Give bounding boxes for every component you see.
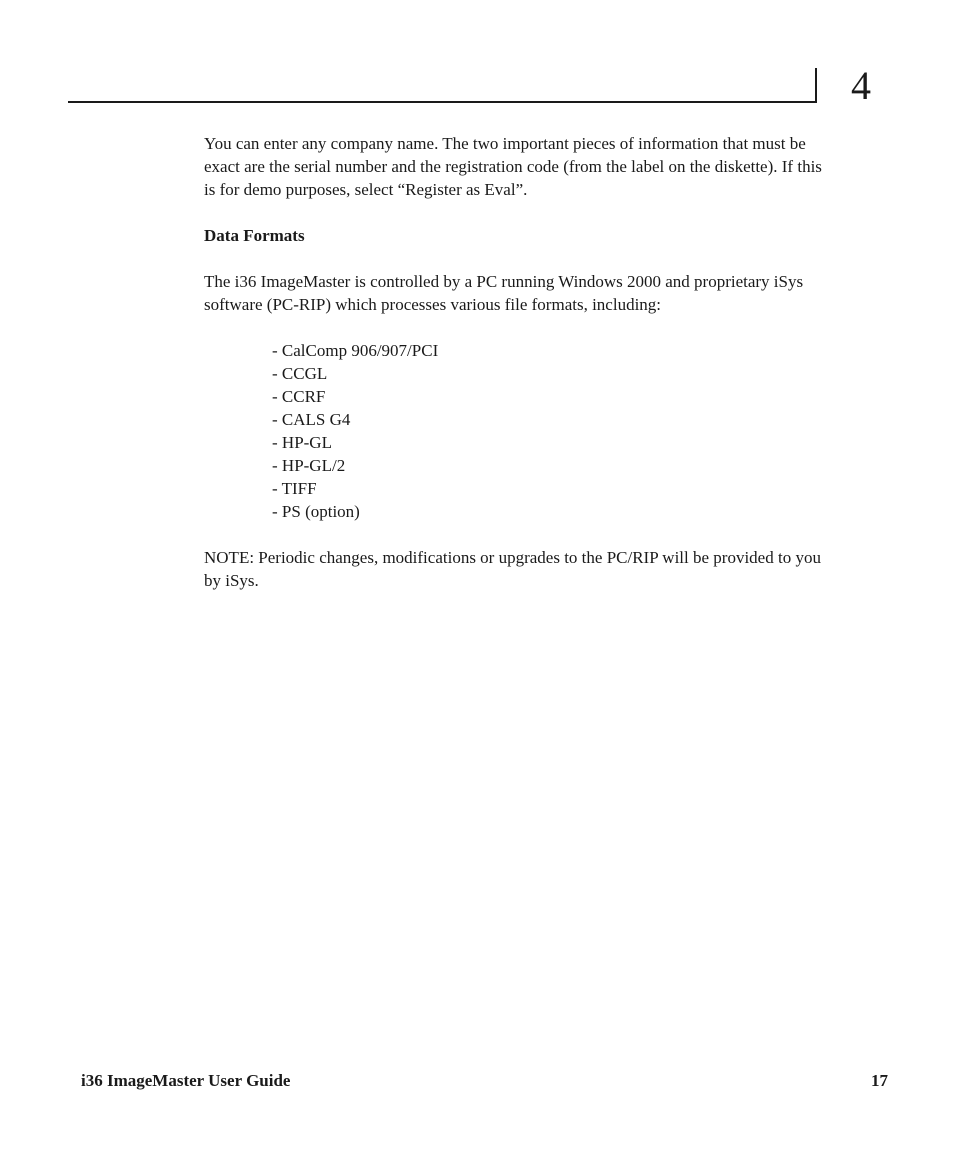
header-rule	[68, 101, 817, 103]
page-content	[204, 132, 824, 615]
list-item: - TIFF	[272, 479, 317, 498]
format-list	[204, 339, 824, 523]
list-item: - CCRF	[272, 387, 326, 406]
list-item: - CALS G4	[272, 410, 351, 429]
section-heading: Data Formats	[204, 226, 305, 245]
list-item: - CalComp 906/907/PCI	[272, 341, 439, 360]
list-item: - CCGL	[272, 364, 328, 383]
list-item: - HP-GL/2	[272, 456, 346, 475]
description-paragraph: The i36 ImageMaster is controlled by a PC running Windows 2000 and proprietary iSys software (PC-RIP) which processes various file formats, including:	[204, 272, 804, 314]
intro-paragraph: You can enter any company name. The two important pieces of information that must be exact are the serial number and the registration code (from the label on the diskette). If this is for demo purposes, select “Register as Eval”.	[204, 134, 822, 199]
list-item: - PS (option)	[272, 502, 360, 521]
footer-page-number: 17	[871, 1071, 888, 1090]
chapter-number: 4	[851, 63, 871, 108]
note-paragraph: NOTE: Periodic changes, modifications or upgrades to the PC/RIP will be provided to you by iSys.	[204, 548, 821, 590]
footer-guide-title: i36 ImageMaster User Guide	[81, 1071, 291, 1090]
header-divider	[815, 68, 817, 103]
list-item: - HP-GL	[272, 433, 332, 452]
